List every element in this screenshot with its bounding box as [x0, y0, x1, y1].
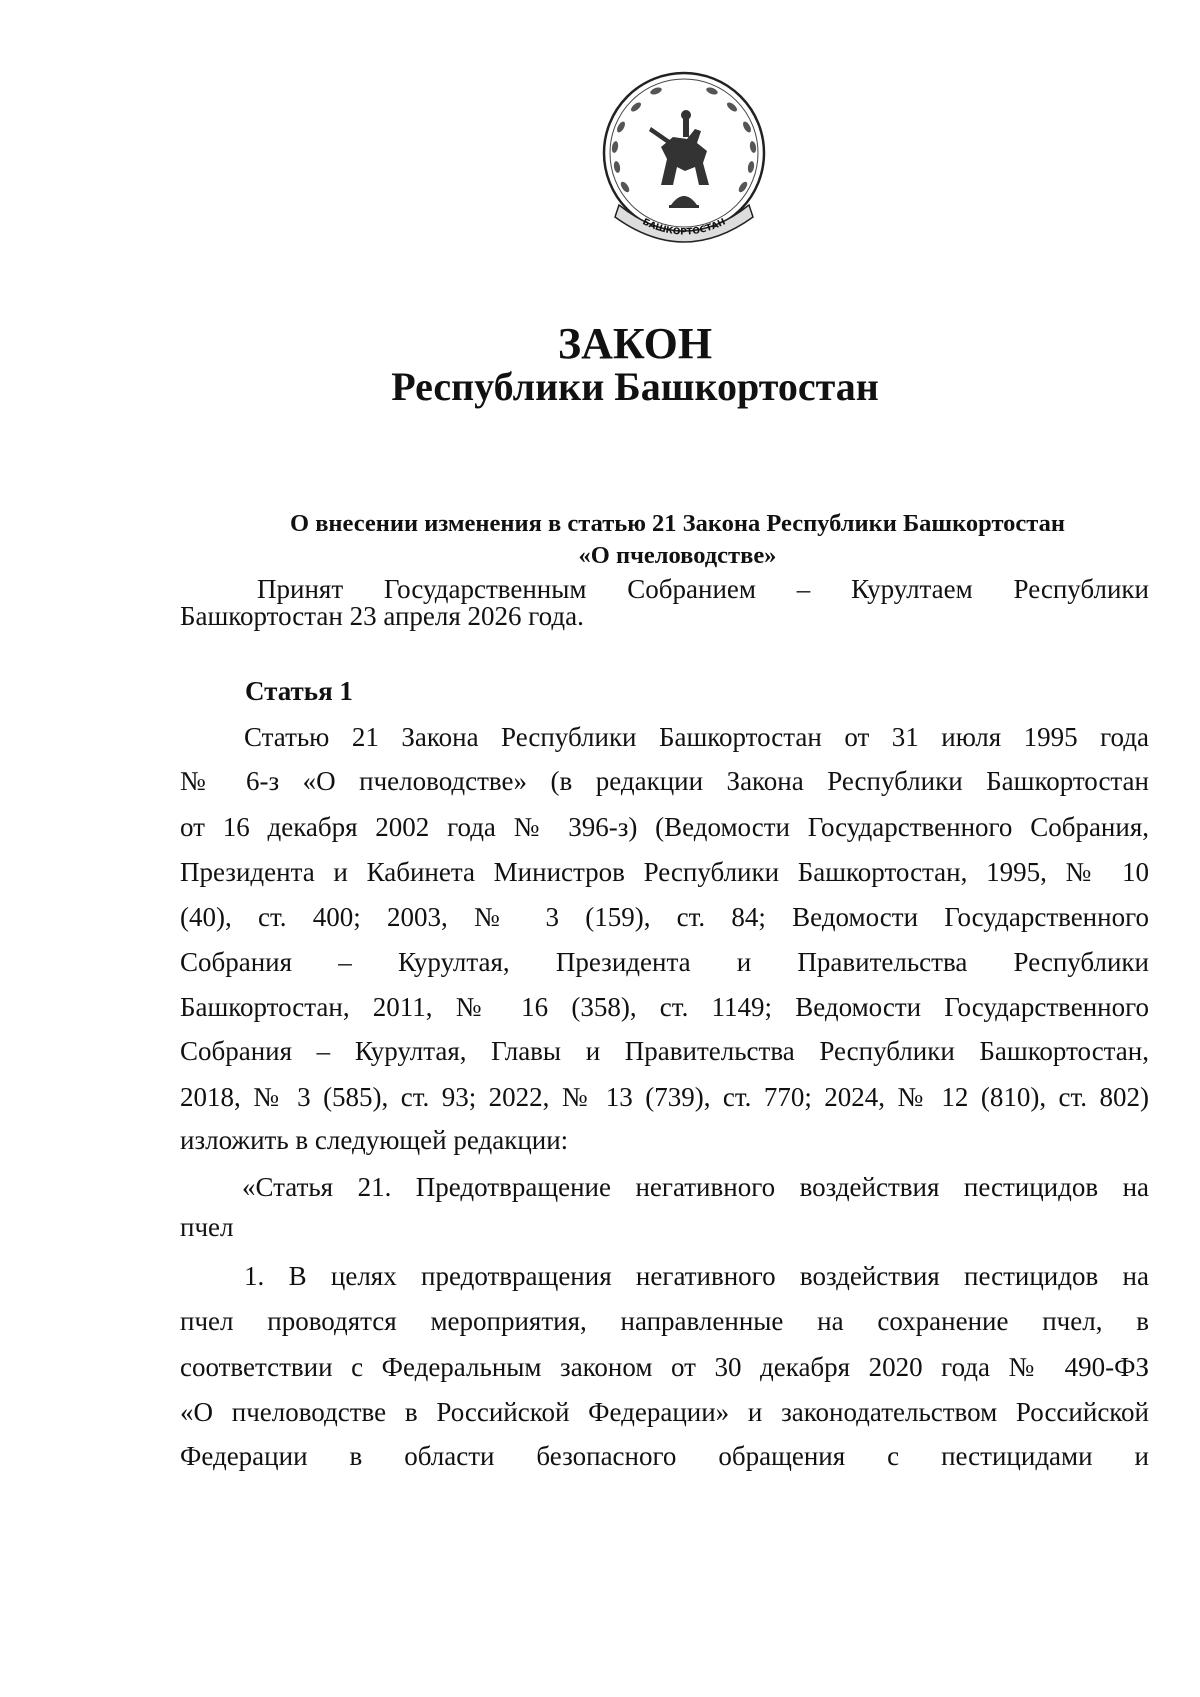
- law-subject: [215, 508, 1140, 572]
- article-1-line: Президента и Кабинета Министров Республики Башкортостан, 1995, № 10: [180, 857, 1149, 887]
- svg-text:БАШКОРТОСТАН: БАШКОРТОСТАН: [640, 217, 728, 238]
- article-21-paragraph-line: 1. В целях предотвращения негативного воздействия пестицидов на: [244, 1261, 1149, 1291]
- article-1-line: Башкортостан, 2011, № 16 (358), ст. 1149; Ведомости Государственного: [180, 992, 1149, 1022]
- article-1-line: (40), ст. 400; 2003, № 3 (159), ст. 84; Ведомости Государственного: [180, 902, 1149, 932]
- law-subject-line: О внесении изменения в статью 21 Закона Республики Башкортостан: [290, 510, 1065, 537]
- article-1-heading: Статья 1: [245, 676, 353, 706]
- article-1-line: изложить в следующей редакции:: [180, 1125, 569, 1155]
- article-1-line: № 6-з «О пчеловодстве» (в редакции Закона Республики Башкортостан: [180, 766, 1149, 796]
- document-type-title: ЗАКОН: [557, 319, 713, 368]
- article-1-line: Собрания – Курултая, Президента и Правительства Республики: [180, 947, 1149, 977]
- article-21-paragraph-line: соответствии с Федеральным законом от 30 декабря 2020 года № 490-ФЗ: [180, 1352, 1149, 1382]
- article-21-paragraph-line: пчел проводятся мероприятия, направленные на сохранение пчел, в: [180, 1306, 1149, 1336]
- article-1-line: 2018, № 3 (585), ст. 93; 2022, № 13 (739), ст. 770; 2024, № 12 (810), ст. 802): [180, 1082, 1149, 1112]
- article-21-paragraph-line: Федерации в области безопасного обращения с пестицидами и: [180, 1441, 1149, 1471]
- article-21-heading-line: «Статья 21. Предотвращение негативного воздействия пестицидов на: [242, 1172, 1149, 1202]
- coat-of-arms-emblem: [591, 67, 777, 257]
- document-issuer-title: Республики Башкортостан: [391, 364, 879, 409]
- adoption-note-line: Принят Государственным Собранием – Курултаем Республики: [257, 574, 1149, 604]
- article-1-line: Статью 21 Закона Республики Башкортостан от 31 июля 1995 года: [244, 722, 1149, 752]
- article-21-paragraph-line: «О пчеловодстве в Российской Федерации» и законодательством Российской: [180, 1397, 1149, 1427]
- article-1-line: от 16 декабря 2002 года № 396-з) (Ведомости Государственного Собрания,: [180, 812, 1149, 842]
- article-1-line: Собрания – Курултая, Главы и Правительства Республики Башкортостан,: [180, 1036, 1149, 1066]
- adoption-note-line: Башкортостан 23 апреля 2026 года.: [180, 601, 584, 631]
- law-subject-line: «О пчеловодстве»: [578, 542, 777, 569]
- article-21-heading-line: пчел: [180, 1212, 234, 1242]
